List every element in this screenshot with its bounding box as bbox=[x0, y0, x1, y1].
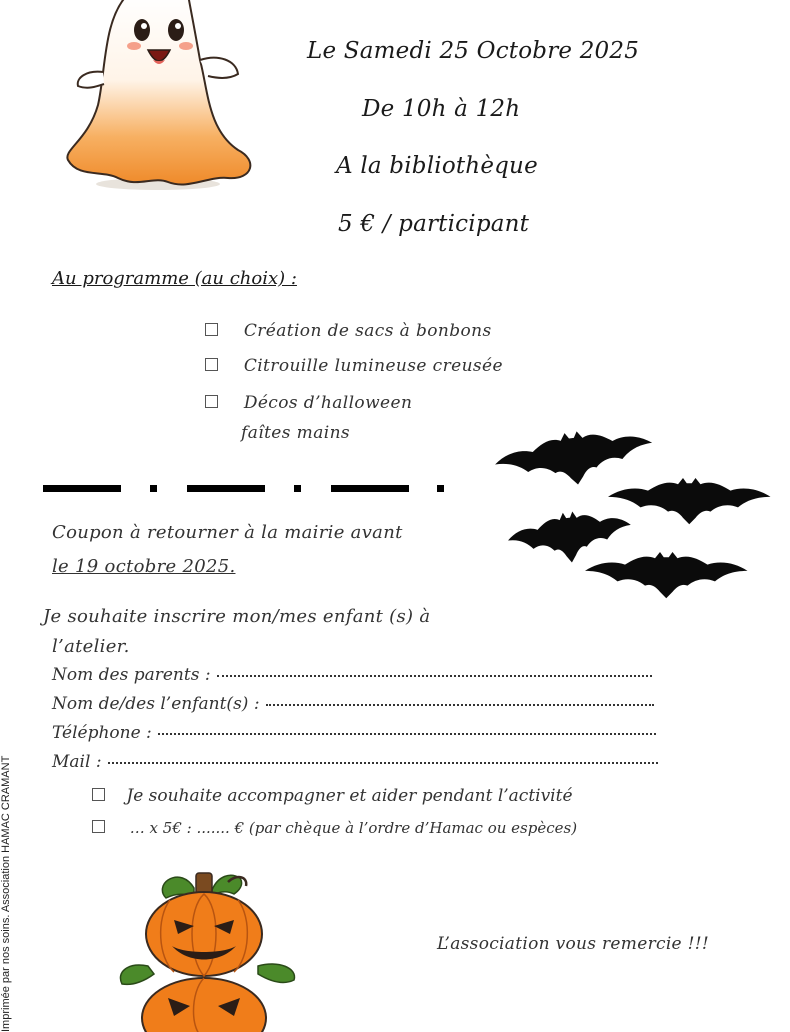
bats-illustration bbox=[490, 430, 780, 615]
coupon-instruction: Coupon à retourner à la mairie avant bbox=[52, 522, 403, 543]
parents-name-line[interactable] bbox=[217, 673, 652, 677]
phone-label: Téléphone : bbox=[52, 723, 152, 743]
bat-icon bbox=[585, 552, 748, 598]
children-name-label: Nom de/des l’enfant(s) : bbox=[52, 694, 260, 714]
mail-label: Mail : bbox=[52, 752, 102, 772]
mail-line[interactable] bbox=[108, 760, 658, 764]
bat-icon bbox=[506, 504, 633, 570]
parents-name-label: Nom des parents : bbox=[52, 665, 211, 685]
checkbox-icon[interactable] bbox=[92, 820, 105, 833]
option-label: Citrouille lumineuse creusée bbox=[243, 356, 503, 376]
bat-icon bbox=[492, 430, 657, 495]
children-name-field[interactable] bbox=[52, 694, 654, 714]
mail-field[interactable] bbox=[52, 752, 658, 772]
event-place: A la bibliothèque bbox=[336, 153, 538, 179]
help-checkbox-label: Je souhaite accompagner et aider pendant l’activité bbox=[126, 786, 573, 806]
checkbox-icon[interactable] bbox=[205, 358, 218, 371]
separator-dot bbox=[437, 485, 444, 492]
program-option-3-continued: faîtes mains bbox=[241, 423, 351, 443]
separator-dot bbox=[294, 485, 301, 492]
event-time: De 10h à 12h bbox=[362, 96, 521, 122]
coupon-deadline: le 19 octobre 2025. bbox=[52, 556, 236, 577]
side-note: Imprimée par nos soins. Association HAMAC CRAMANT bbox=[0, 755, 12, 1032]
pumpkin-icon bbox=[108, 868, 308, 1032]
checkbox-icon[interactable] bbox=[205, 323, 218, 336]
ghost-icon bbox=[58, 0, 258, 192]
bat-icon bbox=[608, 478, 771, 524]
separator-dash bbox=[187, 485, 265, 492]
separator-dash bbox=[331, 485, 409, 492]
phone-line[interactable] bbox=[158, 731, 656, 735]
checkbox-icon[interactable] bbox=[92, 788, 105, 801]
separator-dot bbox=[150, 485, 157, 492]
program-option-2 bbox=[205, 356, 503, 376]
checkbox-icon[interactable] bbox=[205, 395, 218, 408]
event-date: Le Samedi 25 Octobre 2025 bbox=[307, 38, 640, 64]
option-label: Création de sacs à bonbons bbox=[243, 321, 492, 341]
separator-dash bbox=[43, 485, 121, 492]
payment-checkbox-row bbox=[92, 819, 577, 837]
payment-checkbox-label: … x 5€ : ....... € (par chèque à l’ordre d’Hamac ou espèces) bbox=[129, 819, 578, 837]
coupon-intro-continued: l’atelier. bbox=[52, 636, 130, 657]
thanks-message: L’association vous remercie !!! bbox=[437, 934, 710, 954]
event-price: 5 € / participant bbox=[338, 211, 530, 237]
children-name-line[interactable] bbox=[266, 702, 654, 706]
coupon-intro: Je souhaite inscrire mon/mes enfant (s) à bbox=[43, 606, 431, 627]
program-option-3 bbox=[205, 393, 412, 413]
option-label: Décos d’halloween bbox=[243, 393, 413, 413]
phone-field[interactable] bbox=[52, 723, 656, 743]
program-option-1 bbox=[205, 321, 492, 341]
program-title: Au programme (au choix) : bbox=[52, 268, 297, 289]
parents-name-field[interactable] bbox=[52, 665, 652, 685]
help-checkbox-row bbox=[92, 786, 573, 806]
